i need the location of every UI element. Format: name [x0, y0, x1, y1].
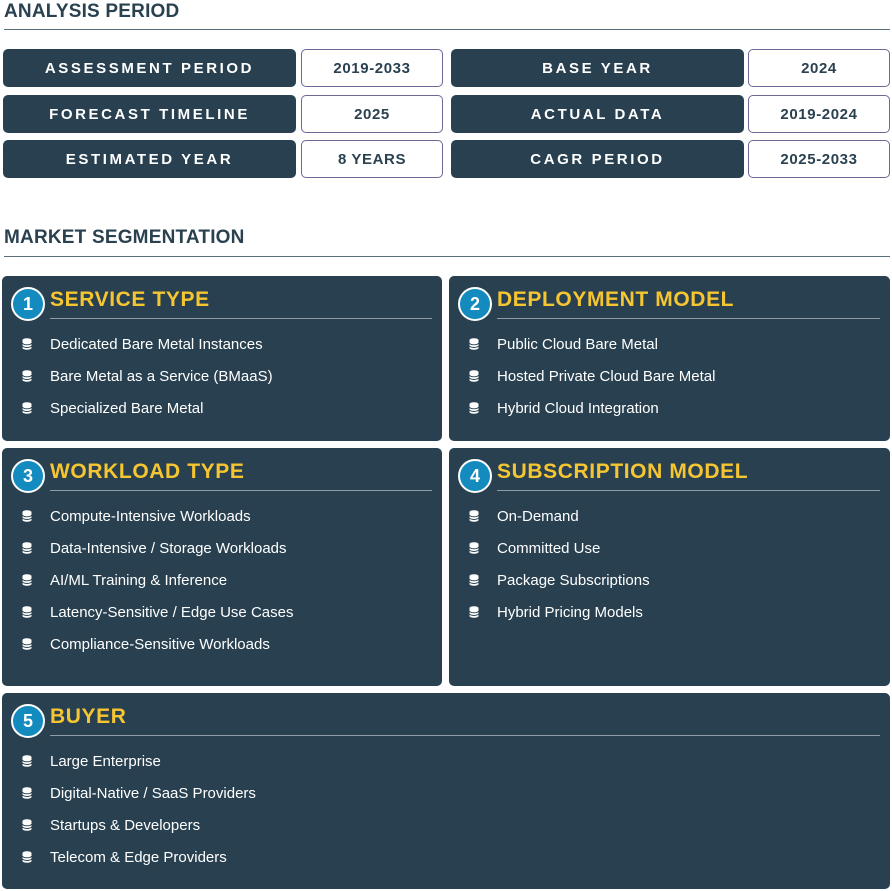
segment-title: SERVICE TYPE [50, 288, 210, 311]
list-item [22, 745, 256, 777]
list-item-label: Hybrid Pricing Models [497, 603, 643, 621]
segment-title: WORKLOAD TYPE [50, 460, 245, 483]
list-item-label: Hybrid Cloud Integration [497, 399, 659, 417]
list-item-label: Compliance-Sensitive Workloads [50, 635, 270, 653]
list-item [22, 360, 273, 392]
database-icon [22, 402, 32, 414]
segment-item-list [469, 328, 715, 424]
list-item [22, 596, 293, 628]
list-item-label: AI/ML Training & Inference [50, 571, 228, 589]
segment-title-divider [50, 318, 432, 319]
list-item [22, 500, 293, 532]
segment-item-list [22, 328, 273, 424]
list-item-label: Telecom & Edge Providers [50, 848, 227, 866]
database-icon [22, 787, 32, 799]
list-item [469, 532, 650, 564]
list-item-label: Latency-Sensitive / Edge Use Cases [50, 603, 294, 621]
database-icon [469, 542, 479, 554]
segment-card-workload-type [2, 448, 442, 686]
segment-number-badge: 1 [11, 287, 45, 321]
segment-item-list [469, 500, 650, 628]
list-item-label: On-Demand [497, 507, 579, 525]
database-icon [22, 542, 32, 554]
list-item [22, 392, 273, 424]
list-item [469, 596, 650, 628]
list-item [22, 328, 273, 360]
segment-number-badge: 4 [458, 459, 492, 493]
segment-card-buyer [2, 693, 890, 889]
list-item [22, 809, 256, 841]
database-icon [22, 338, 32, 350]
database-icon [469, 574, 479, 586]
assessment-period-value: 2019-2033 [301, 49, 443, 87]
list-item [22, 532, 293, 564]
list-item-label: Compute-Intensive Workloads [50, 507, 251, 525]
list-item-label: Startups & Developers [50, 816, 201, 834]
database-icon [469, 510, 479, 522]
list-item [22, 628, 293, 660]
segment-title-divider [497, 318, 880, 319]
list-item [469, 500, 650, 532]
segment-number-badge: 5 [11, 704, 45, 738]
segment-number-badge: 2 [458, 287, 492, 321]
segment-item-list [22, 745, 256, 873]
segment-card-service-type [2, 276, 442, 441]
list-item-label: Specialized Bare Metal [50, 399, 204, 417]
database-icon [469, 370, 479, 382]
list-item-label: Bare Metal as a Service (BMaaS) [50, 367, 273, 385]
list-item-label: Hosted Private Cloud Bare Metal [497, 367, 716, 385]
segment-card-subscription-model [449, 448, 890, 686]
database-icon [469, 338, 479, 350]
market-segmentation-divider [4, 256, 890, 257]
forecast-timeline-label: FORECAST TIMELINE [3, 95, 296, 133]
database-icon [22, 574, 32, 586]
estimated-year-value: 8 YEARS [301, 140, 443, 178]
list-item [469, 360, 715, 392]
assessment-period-label: ASSESSMENT PERIOD [3, 49, 296, 87]
list-item-label: Data-Intensive / Storage Workloads [50, 539, 287, 557]
forecast-timeline-value: 2025 [301, 95, 443, 133]
database-icon [22, 606, 32, 618]
segment-title-divider [497, 490, 880, 491]
database-icon [469, 606, 479, 618]
database-icon [22, 851, 32, 863]
segment-card-deployment-model [449, 276, 890, 441]
list-item-label: Committed Use [497, 539, 601, 557]
list-item [22, 841, 256, 873]
base-year-value: 2024 [748, 49, 890, 87]
cagr-period-label: CAGR PERIOD [451, 140, 744, 178]
estimated-year-label: ESTIMATED YEAR [3, 140, 296, 178]
list-item-label: Digital-Native / SaaS Providers [50, 784, 256, 802]
cagr-period-value: 2025-2033 [748, 140, 890, 178]
database-icon [22, 370, 32, 382]
list-item [469, 392, 715, 424]
actual-data-label: ACTUAL DATA [451, 95, 744, 133]
segment-title-divider [50, 490, 432, 491]
list-item [469, 328, 715, 360]
base-year-label: BASE YEAR [451, 49, 744, 87]
list-item-label: Dedicated Bare Metal Instances [50, 335, 263, 353]
list-item-label: Large Enterprise [50, 752, 161, 770]
database-icon [22, 638, 32, 650]
database-icon [22, 819, 32, 831]
segment-item-list [22, 500, 293, 660]
list-item-label: Package Subscriptions [497, 571, 650, 589]
segment-title: SUBSCRIPTION MODEL [497, 460, 749, 483]
segment-title-divider [50, 735, 880, 736]
actual-data-value: 2019-2024 [748, 95, 890, 133]
segment-title: BUYER [50, 705, 127, 728]
segment-number-badge: 3 [11, 459, 45, 493]
market-segmentation-heading: MARKET SEGMENTATION [4, 227, 245, 248]
database-icon [469, 402, 479, 414]
segment-title: DEPLOYMENT MODEL [497, 288, 735, 311]
database-icon [22, 510, 32, 522]
analysis-period-heading: ANALYSIS PERIOD [4, 1, 180, 22]
list-item [22, 777, 256, 809]
list-item [22, 564, 293, 596]
database-icon [22, 755, 32, 767]
list-item-label: Public Cloud Bare Metal [497, 335, 658, 353]
analysis-period-divider [4, 29, 890, 30]
list-item [469, 564, 650, 596]
